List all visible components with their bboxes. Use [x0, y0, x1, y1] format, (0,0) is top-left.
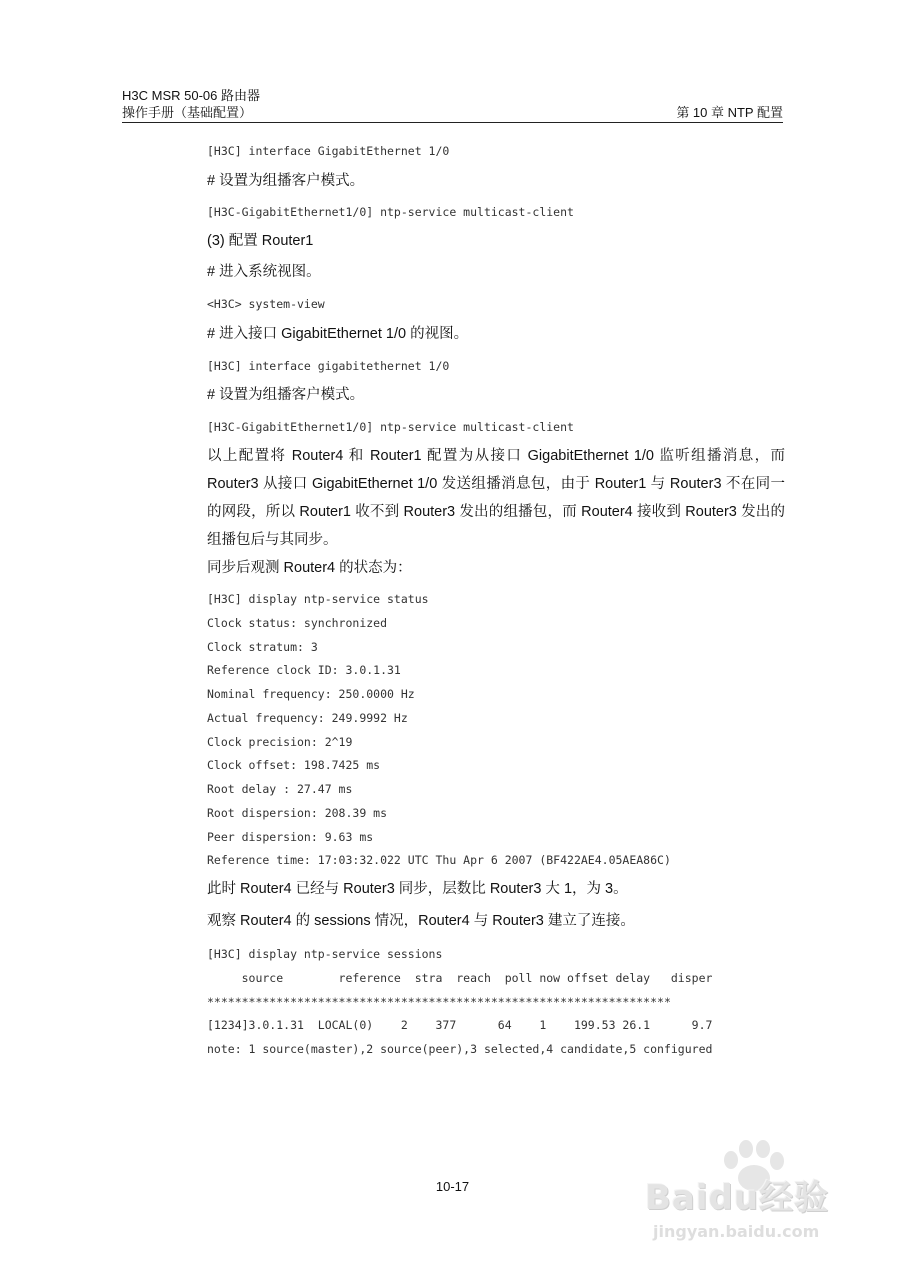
session-line: [1234]3.0.1.31 LOCAL(0) 2 377 64 1 199.53 26.1 9.7 [207, 1018, 713, 1032]
session-line: note: 1 source(master),2 source(peer),3 selected,4 candidate,5 configured [207, 1042, 713, 1056]
step-heading: (3) 配置 Router1 [207, 233, 314, 249]
comment-text: # 进入系统视图。 [207, 264, 321, 280]
status-line: [H3C] display ntp-service status [207, 592, 429, 606]
status-line: Root delay : 27.47 ms [207, 782, 353, 796]
session-line: [H3C] display ntp-service sessions [207, 947, 443, 961]
watermark-logo: Baidu经验 [645, 1178, 830, 1218]
code-line: <H3C> system-view [207, 297, 325, 311]
status-line: Clock offset: 198.7425 ms [207, 758, 381, 772]
status-line: Actual frequency: 249.9992 Hz [207, 711, 408, 725]
header-rule [122, 122, 783, 123]
comment-text: # 设置为组播客户模式。 [207, 173, 365, 189]
status-line: Clock status: synchronized [207, 616, 388, 630]
code-line: [H3C-GigabitEthernet1/0] ntp-service multicast-client [207, 420, 574, 434]
baidu-watermark [645, 1140, 885, 1270]
header-manual: 操作手册（基础配置） [122, 105, 253, 120]
status-line: Root dispersion: 208.39 ms [207, 806, 388, 820]
session-line: source reference stra reach poll now offset delay disper [207, 971, 713, 985]
status-line: Clock stratum: 3 [207, 640, 318, 654]
comment-text: # 进入接口 GigabitEthernet 1/0 的视图。 [207, 326, 469, 342]
code-line: [H3C-GigabitEthernet1/0] ntp-service multicast-client [207, 205, 574, 219]
explanation-paragraph: 以上配置将 Router4 和 Router1 配置为从接口 GigabitEthernet 1/0 监听组播消息，而 Router3 从接口 GigabitEthernet 1/0 发送组播消息包，由于 Router1 与 Router3 不在同一的网段，所以 Router1 收不到 Router3 发出的组播包，而 Router4 接收到 Router3 发出的组播包后与其同步。 [207, 448, 785, 548]
watermark-url: jingyan.baidu.com [653, 1222, 820, 1241]
page-number: 10-17 [435, 1179, 470, 1194]
status-line: Clock precision: 2^19 [207, 735, 353, 749]
status-line: Reference time: 17:03:32.022 UTC Thu Apr 6 2007 (BF422AE4.05AEA86C) [207, 853, 671, 867]
comment-text: 观察 Router4 的 sessions 情况，Router4 与 Router3 建立了连接。 [207, 913, 635, 929]
session-line: ******************************************************************* [207, 995, 671, 1009]
header-product: H3C MSR 50-06 路由器 [122, 88, 260, 103]
comment-text: 同步后观测 Router4 的状态为： [207, 560, 412, 576]
code-line: [H3C] interface GigabitEthernet 1/0 [207, 144, 450, 158]
code-line: [H3C] interface gigabitethernet 1/0 [207, 359, 450, 373]
status-line: Reference clock ID: 3.0.1.31 [207, 663, 401, 677]
header-chapter: 第 10 章 NTP 配置 [676, 105, 783, 120]
status-line: Peer dispersion: 9.63 ms [207, 830, 374, 844]
comment-text: # 设置为组播客户模式。 [207, 387, 365, 403]
comment-text: 此时 Router4 已经与 Router3 同步，层数比 Router3 大 1，为 3。 [207, 881, 628, 897]
status-line: Nominal frequency: 250.0000 Hz [207, 687, 415, 701]
